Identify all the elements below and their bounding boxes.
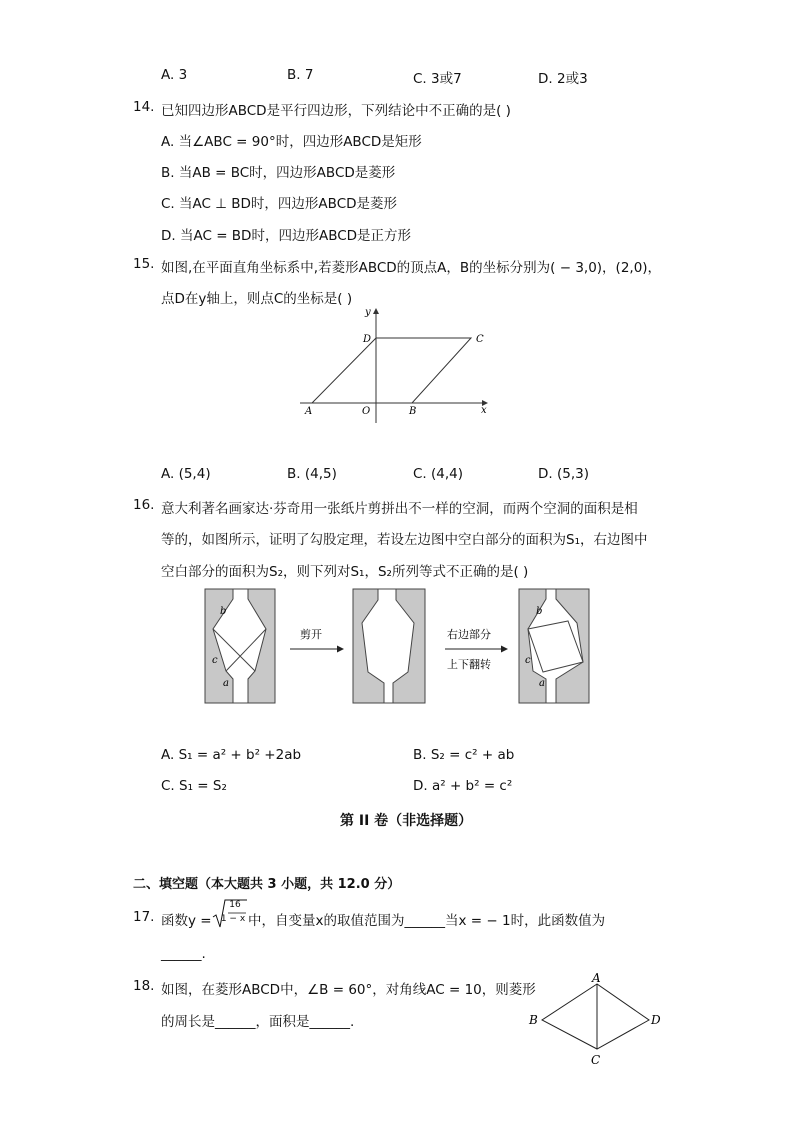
q16-option-c: C. S₁ = S₂ <box>161 778 227 794</box>
q15-option-c: C. (4,4) <box>413 466 464 482</box>
label-a: A <box>592 972 601 985</box>
q13-option-b: B. 7 <box>287 67 314 83</box>
q17-frac-denominator: 1 − x <box>220 914 246 924</box>
right-panel <box>519 589 589 703</box>
q16-option-d: D. a² + b² = c² <box>413 778 513 794</box>
label-a: A <box>305 406 313 417</box>
right-label-b: b <box>536 606 543 617</box>
middle-panel <box>353 589 425 703</box>
arrow-cut-label: 剪开 <box>300 628 322 641</box>
label-o: O <box>362 406 371 417</box>
q15-stem-line2: 点D在y轴上，则点C的坐标是( ) <box>161 291 353 307</box>
q13-option-d: D. 2或3 <box>538 71 588 87</box>
left-panel <box>205 589 275 703</box>
label-c: C <box>476 334 484 345</box>
q14-option-d: D. 当AC = BD时，四边形ABCD是正方形 <box>161 228 412 244</box>
q16-stem-line3: 空白部分的面积为S₂，则下列对S₁，S₂所列等式不正确的是( ) <box>161 564 529 580</box>
q18-number: 18. <box>133 978 155 994</box>
arrow-flip-label-bottom: 上下翻转 <box>447 658 491 671</box>
right-label-a: a <box>539 678 545 689</box>
arrow-flip-label-top: 右边部分 <box>447 628 491 641</box>
label-c: C <box>591 1053 601 1067</box>
q17-number: 17. <box>133 909 155 925</box>
right-label-c: c <box>525 655 531 666</box>
left-label-b: b <box>220 606 227 617</box>
section-heading: 第 II 卷（非选择题） <box>340 813 473 829</box>
q17-frac-numerator: 16 <box>229 900 241 910</box>
q18-figure <box>525 972 670 1068</box>
q13-option-a: A. 3 <box>161 67 188 83</box>
q16-option-b: B. S₂ = c² + ab <box>413 747 515 763</box>
q14-stem: 已知四边形ABCD是平行四边形，下列结论中不正确的是( ) <box>161 103 511 119</box>
q13-option-c: C. 3或7 <box>413 71 462 87</box>
q16-number: 16. <box>133 497 155 513</box>
label-y: y <box>365 307 371 318</box>
q14-option-c: C. 当AC ⊥ BD时，四边形ABCD是菱形 <box>161 196 398 212</box>
q16-stem-line2: 等的，如图所示，证明了勾股定理，若设左边图中空白部分的面积为S₁，右边图中 <box>161 532 648 548</box>
q15-option-a: A. (5,4) <box>161 466 211 482</box>
section-title: 二、填空题（本大题共 3 小题，共 12.0 分） <box>133 877 401 892</box>
q15-stem-line1: 如图,在平面直角坐标系中,若菱形ABCD的顶点A，B的坐标分别为( − 3,0)，(2,0)， <box>161 260 662 276</box>
q14-option-a: A. 当∠ABC = 90°时，四边形ABCD是矩形 <box>161 134 422 150</box>
q14-option-b: B. 当AB = BC时，四边形ABCD是菱形 <box>161 165 396 181</box>
rhombus-abcd <box>312 338 471 403</box>
q17-line2: ______. <box>161 946 206 962</box>
q16-figure <box>200 586 594 708</box>
label-b: B <box>409 406 417 417</box>
rhombus-abcd <box>542 984 649 1049</box>
q18-stem-line1: 如图，在菱形ABCD中，∠B = 60°，对角线AC = 10，则菱形 <box>161 982 536 998</box>
q15-number: 15. <box>133 256 155 272</box>
q17-suffix: 中，自变量x的取值范围为______当x = − 1时，此函数值为 <box>248 913 606 929</box>
q14-number: 14. <box>133 99 155 115</box>
label-b: B <box>529 1013 538 1027</box>
label-x: x <box>481 405 487 416</box>
q15-option-b: B. (4,5) <box>287 466 337 482</box>
left-label-a: a <box>223 678 229 689</box>
q15-figure <box>295 305 495 430</box>
label-d: D <box>363 334 372 345</box>
q15-option-d: D. (5,3) <box>538 466 589 482</box>
label-d: D <box>651 1013 661 1027</box>
q18-stem-line2: 的周长是______，面积是______. <box>161 1014 355 1030</box>
q16-stem-line1: 意大利著名画家达·芬奇用一张纸片剪拼出不一样的空洞，而两个空洞的面积是相 <box>161 501 638 517</box>
q17-prefix: 函数y = <box>161 913 212 929</box>
q16-option-a: A. S₁ = a² + b² +2ab <box>161 747 302 763</box>
left-label-c: c <box>212 655 218 666</box>
